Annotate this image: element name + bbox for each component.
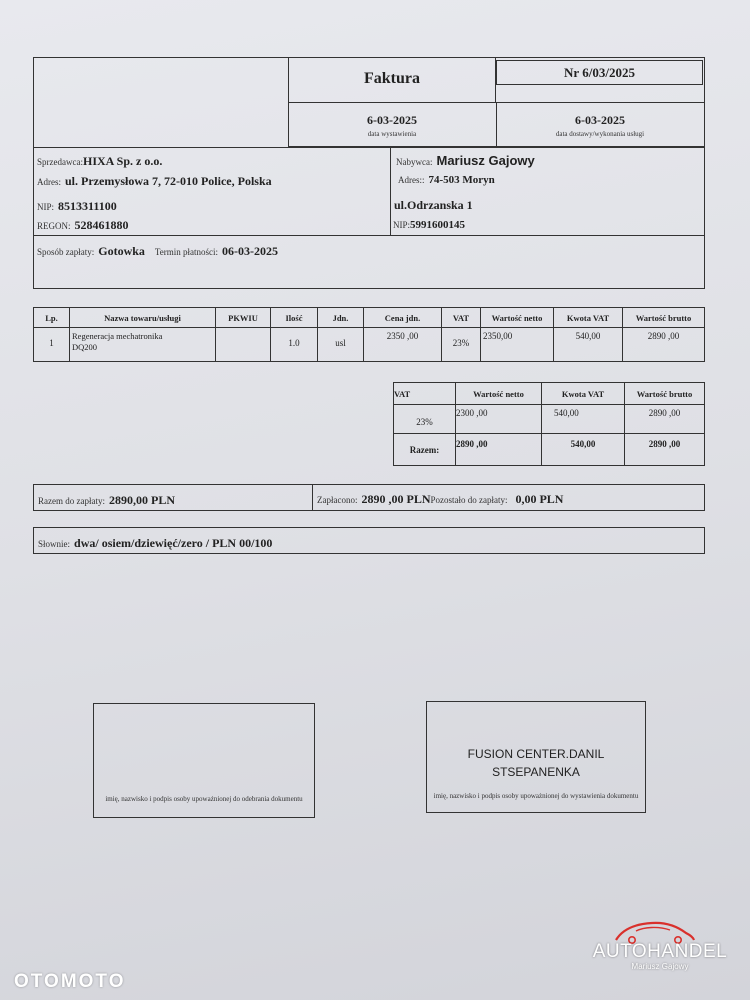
seller-address-line: [37, 172, 272, 190]
sum-col-net: Wartość netto: [456, 383, 542, 405]
col-unit: Jdn.: [318, 308, 364, 328]
seller-address-label: Adres:: [37, 177, 61, 187]
summary-rate-row: [394, 405, 705, 434]
seller-nip-line: [37, 197, 117, 215]
parties-divider-vertical: [390, 147, 391, 235]
col-vat-amount: Kwota VAT: [554, 308, 623, 328]
col-qty: Ilość: [271, 308, 318, 328]
item-pkwiu: [216, 328, 271, 362]
buyer-nip-label: NIP:: [393, 220, 411, 230]
delivery-date: 6-03-2025: [575, 113, 625, 127]
buyer-label: Nabywca:: [396, 157, 433, 167]
paid-amount: 2890 ,00 PLN: [361, 492, 431, 506]
table-row: [34, 328, 705, 362]
payment-method: Gotowka: [98, 244, 145, 258]
item-net: 2350,00: [481, 328, 554, 362]
invoice-title: Faktura: [364, 70, 420, 87]
paid-line: [317, 490, 563, 508]
item-lp: 1: [34, 328, 70, 362]
col-name: Nazwa towaru/usługi: [70, 308, 216, 328]
sum-col-gross: Wartość brutto: [625, 383, 705, 405]
issuer-signature-caption: imię, nazwisko i podpis osoby upoważnionej do wystawienia dokumentu: [433, 792, 639, 800]
item-vat: 23%: [442, 328, 481, 362]
item-gross: 2890 ,00: [623, 328, 705, 362]
item-vat-amount: 540,00: [554, 328, 623, 362]
in-words-value: dwa/ osiem/dziewięć/zero / PLN 00/100: [74, 536, 273, 550]
seller-regon-label: REGON:: [37, 221, 71, 231]
total-due-line: [38, 491, 175, 509]
seller-label: Sprzedawca:: [37, 157, 83, 167]
seller-name-line: [37, 152, 162, 170]
buyer-name-line: [396, 152, 535, 170]
buyer-address-line1: 74-503 Moryn: [428, 174, 495, 186]
col-gross: Wartość brutto: [623, 308, 705, 328]
summary-header-row: [394, 383, 705, 405]
buyer-address-line: [398, 170, 495, 188]
autohandel-watermark: AUTOHANDEL: [592, 941, 728, 962]
autohandel-subtitle: Mariusz Gajowy: [631, 962, 689, 971]
delivery-date-label: data dostawy/wykonania usługi: [555, 130, 645, 138]
sum-total-gross: 2890 ,00: [625, 434, 705, 466]
invoice-number: Nr 6/03/2025: [496, 60, 703, 85]
paid-label: Zapłacono:: [317, 495, 358, 505]
buyer-nip-line: [393, 215, 465, 233]
payment-due: 06-03-2025: [222, 244, 279, 258]
sum-total-net: 2890 ,00: [456, 434, 542, 466]
buyer-address-line2: ul.Odrzanska 1: [394, 198, 473, 212]
seller-regon: 528461880: [74, 218, 129, 232]
col-price: Cena jdn.: [364, 308, 442, 328]
items-header-row: [34, 308, 705, 328]
col-vat: VAT: [442, 308, 481, 328]
sum-rate-vat: 540,00: [542, 405, 625, 434]
col-lp: Lp.: [34, 308, 70, 328]
seller-regon-line: [37, 216, 129, 234]
issue-date-label: data wystawienia: [367, 130, 417, 138]
otomoto-watermark: OTOMOTO: [14, 971, 126, 992]
issuer-name-line2: STSEPANENKA: [492, 765, 580, 779]
item-name-line2: DQ200: [72, 342, 98, 352]
sum-total-label: Razem:: [394, 434, 456, 466]
remaining-label: Pozostało do zapłaty:: [430, 495, 508, 505]
payment-method-label: Sposób zapłaty:: [37, 247, 95, 257]
remaining-amount: 0,00 PLN: [515, 492, 564, 506]
items-table: [33, 307, 705, 362]
item-name-line1: Regeneracja mechatronika: [72, 331, 163, 341]
col-pkwiu: PKWIU: [216, 308, 271, 328]
receiver-signature-caption: imię, nazwisko i podpis osoby upoważnionej do odebrania dokumentu: [105, 795, 303, 803]
total-due: 2890,00 PLN: [108, 493, 175, 507]
seller-address: ul. Przemysłowa 7, 72-010 Police, Polska: [65, 174, 272, 188]
sum-rate: 23%: [394, 405, 456, 434]
item-price: 2350 ,00: [364, 328, 442, 362]
summary-total-row: [394, 434, 705, 466]
buyer-nip: 5991600145: [410, 219, 466, 231]
col-net: Wartość netto: [481, 308, 554, 328]
payment-due-label: Termin płatności:: [154, 247, 219, 257]
issuer-name-line1: FUSION CENTER.DANIL: [467, 747, 605, 761]
sum-col-vat-amount: Kwota VAT: [542, 383, 625, 405]
parties-divider-bottom: [33, 235, 705, 236]
seller-nip: 8513311100: [58, 199, 117, 213]
parties-divider-top: [33, 147, 705, 148]
sum-total-vat: 540,00: [542, 434, 625, 466]
in-words-line: [38, 534, 272, 552]
item-name: [70, 328, 216, 362]
sum-col-vat: VAT: [394, 383, 456, 405]
buyer-address-label: Adres::: [398, 175, 425, 185]
payment-line: [37, 242, 278, 260]
sum-rate-gross: 2890 ,00: [625, 405, 705, 434]
car-window-icon: [636, 927, 670, 931]
item-qty: 1.0: [271, 328, 318, 362]
car-outline-icon: [616, 923, 694, 940]
seller-nip-label: NIP:: [37, 202, 55, 212]
totals-divider: [312, 484, 313, 511]
total-due-label: Razem do zapłaty:: [38, 496, 105, 506]
sum-rate-net: 2300 ,00: [456, 405, 542, 434]
vat-summary-table: [393, 382, 705, 466]
issue-date: 6-03-2025: [367, 113, 417, 127]
seller-name: HIXA Sp. z o.o.: [82, 154, 163, 168]
buyer-name: Mariusz Gajowy: [436, 153, 535, 168]
item-unit: usl: [318, 328, 364, 362]
in-words-label: Słownie:: [38, 539, 71, 549]
